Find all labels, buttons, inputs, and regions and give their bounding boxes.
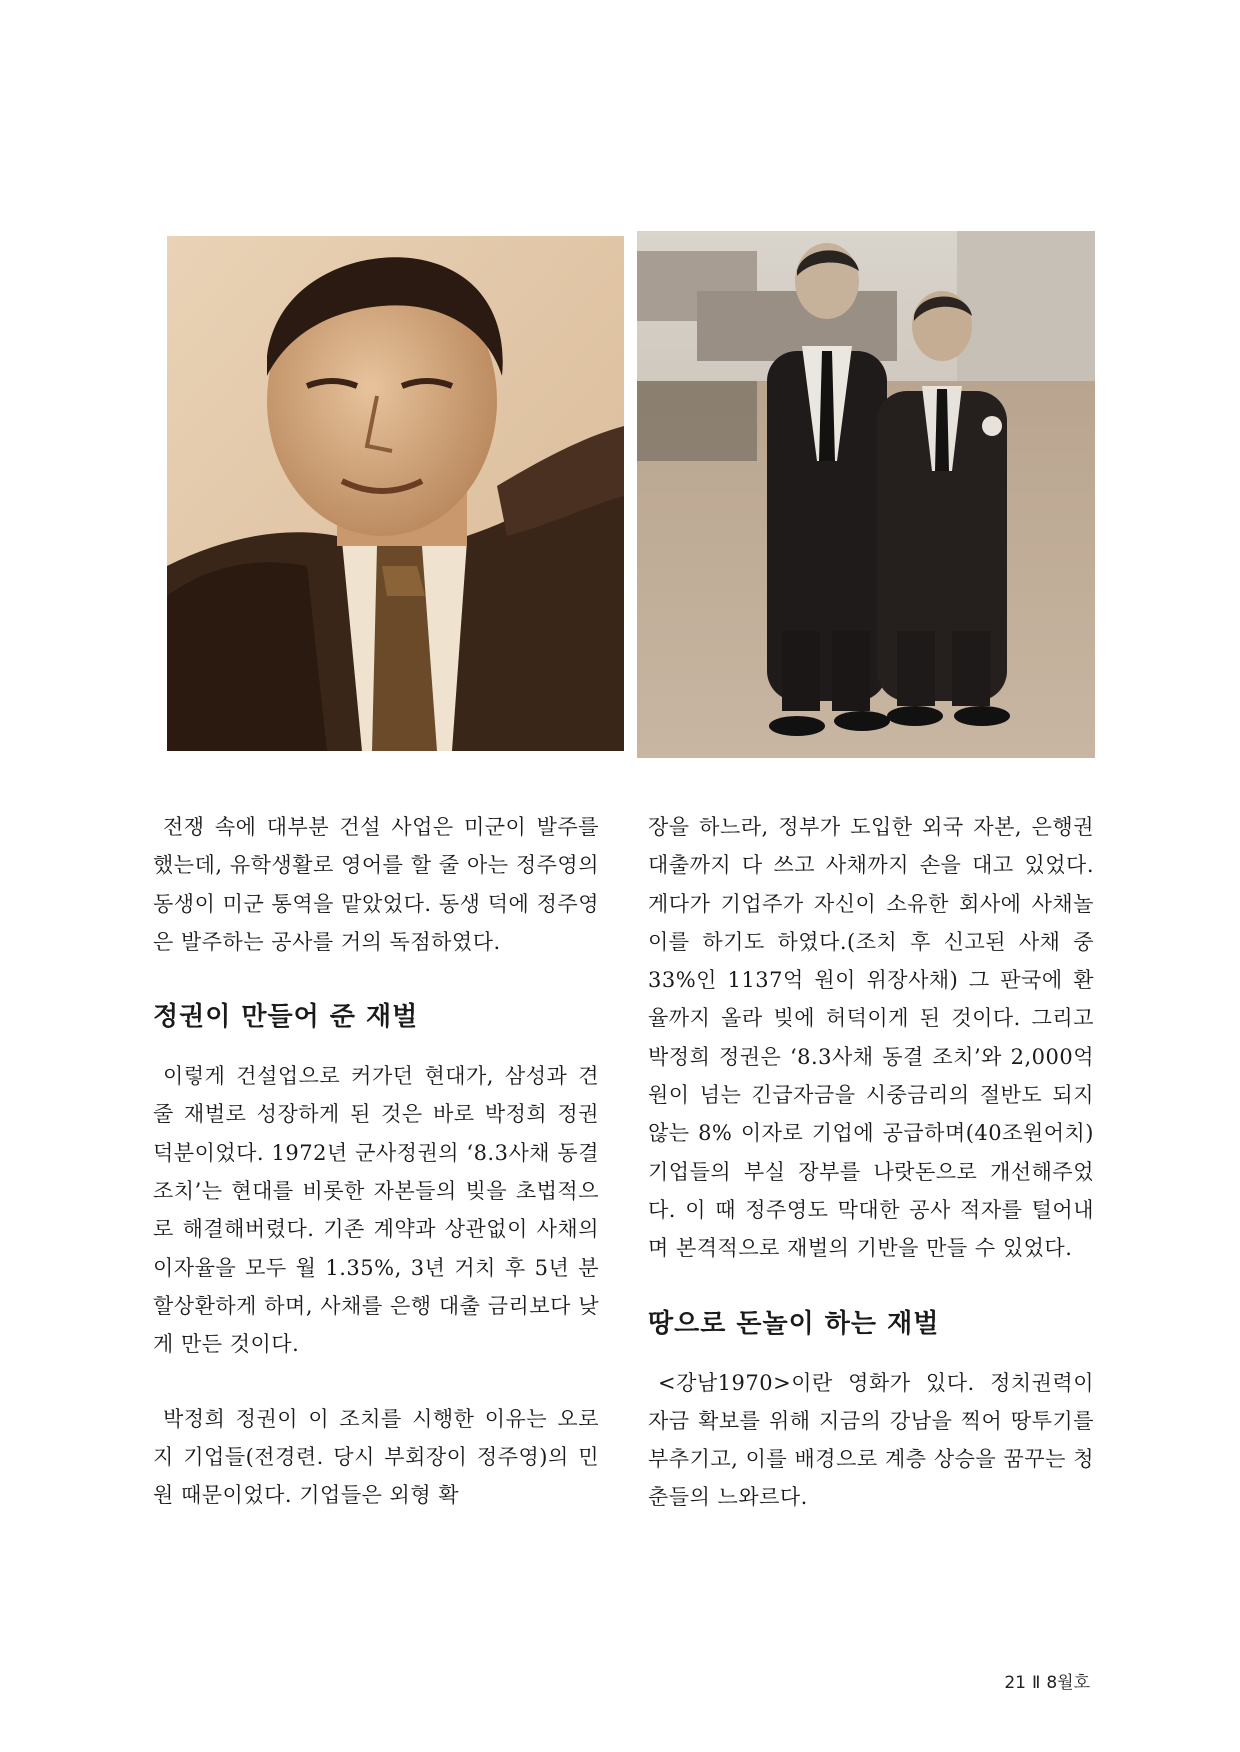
page-number: 21 bbox=[1004, 1673, 1026, 1693]
two-men-photo-icon bbox=[637, 231, 1095, 758]
issue-label: 8월호 bbox=[1046, 1673, 1090, 1693]
page-footer bbox=[1004, 1668, 1090, 1693]
section-heading-regime-chaebol: 정권이 만들어 준 재벌 bbox=[153, 1002, 419, 1033]
right-paragraph-2: <강남1970>이란 영화가 있다. 정치권력이 자금 확보를 위해 지금의 강남을 찍어 땅투기를 부추기고, 이를 배경으로 계층 상승을 꿈꾸는 청춘들의 느와르다. bbox=[648, 1370, 1094, 1510]
right-paragraph-1: 장을 하느라, 정부가 도입한 외국 자본, 은행권 대출까지 다 쓰고 사채까지 손을 대고 있었다. 게다가 기업주가 자신이 소유한 회사에 사채놀이를 하기도 하였다.(조치 후 신고된 사채 중 33%인 1137억 원이 위장사채) 그 판국에 환율까지 올라 빚에 허덕이게 된 것이다. 그리고 박정희 정권은 ‘8.3사채 동결 조치’와 2,000억원이 넘는 긴급자금을 시중금리의 절반도 되지 않는 8% 이자로 기업에 공급하며(40조원어치) 기업들의 부실 장부를 나랏돈으로 개선해주었다. 이 때 정주영도 막대한 공사 적자를 털어내며 본격적으로 재벌의 기반을 만들 수 있었다. bbox=[648, 815, 1094, 1261]
footer-separator: Ⅱ bbox=[1031, 1673, 1041, 1693]
left-paragraph-1: 전쟁 속에 대부분 건설 사업은 미군이 발주를 했는데, 유학생활로 영어를 할 줄 아는 정주영의 동생이 미군 통역을 맡았었다. 동생 덕에 정주영은 발주하는 공사를 거의 독점하였다. bbox=[153, 815, 599, 954]
portrait-photo bbox=[167, 236, 624, 751]
left-paragraph-3: 박정희 정권이 이 조치를 시행한 이유는 오로지 기업들(전경련. 당시 부회장이 정주영)의 민원 때문이었다. 기업들은 외형 확 bbox=[153, 1406, 599, 1508]
left-column bbox=[153, 808, 599, 1514]
portrait-photo-icon bbox=[167, 236, 624, 751]
left-paragraph-2: 이렇게 건설업으로 커가던 현대가, 삼성과 견줄 재벌로 성장하게 된 것은 바로 박정희 정권 덕분이었다. 1972년 군사정권의 ‘8.3사채 동결 조치’는 현대를 비롯한 자본들의 빚을 초법적으로 해결해버렸다. 기존 계약과 상관없이 사채의 이자율을 모두 월 1.35%, 3년 거치 후 5년 분할상환하게 하며, 사채를 은행 대출 금리보다 낮게 만든 것이다. bbox=[153, 1064, 599, 1357]
right-column bbox=[648, 808, 1094, 1517]
two-men-photo bbox=[637, 231, 1095, 758]
section-heading-land-speculation: 땅으로 돈놀이 하는 재벌 bbox=[648, 1308, 940, 1339]
